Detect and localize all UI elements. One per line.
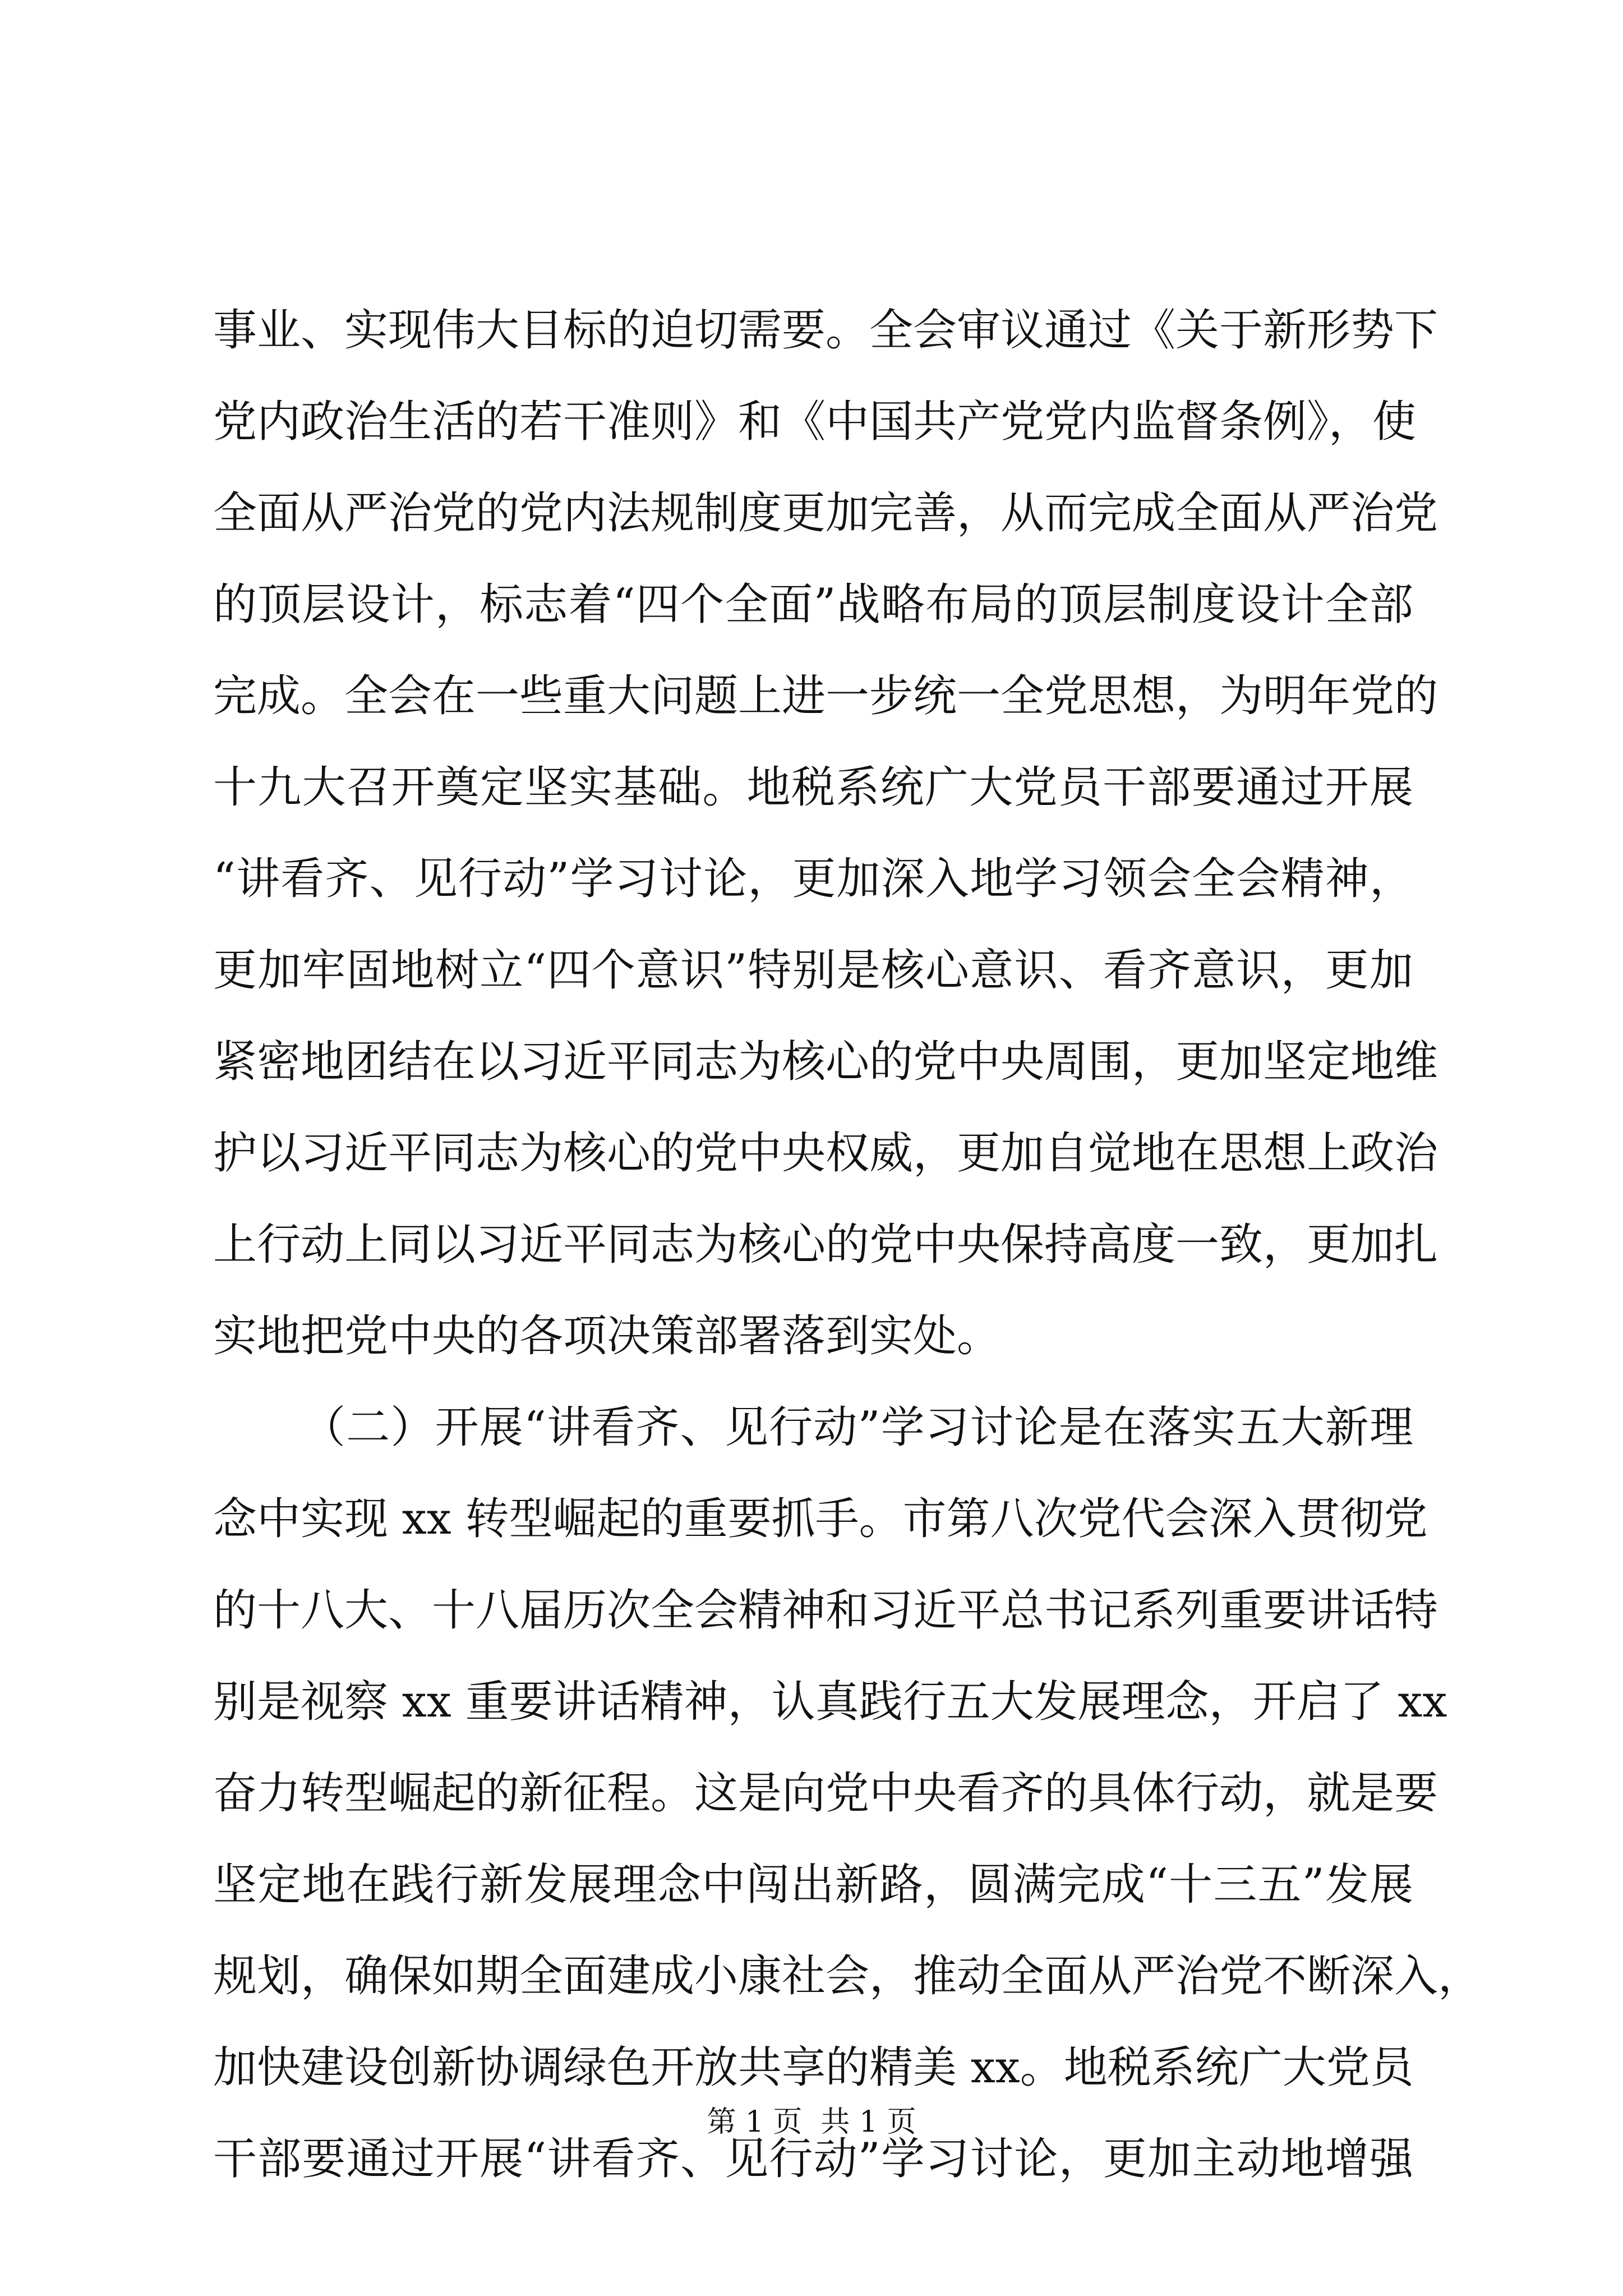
text-line: 奋力转型崛起的新征程。这是向党中央看齐的具体行动，就是要 (213, 1768, 1438, 1819)
text-line: 的顶层设计，标志着“四个全面”战略布局的顶层制度设计全部 (213, 579, 1413, 630)
text-line: 事业、实现伟大目标的迫切需要。全会审议通过《关于新形势下 (213, 305, 1438, 356)
text-line: 上行动上同以习近平同志为核心的党中央保持高度一致，更加扎 (213, 1220, 1438, 1270)
text-line: “讲看齐、见行动”学习讨论，更加深入地学习领会全会精神， (213, 854, 1413, 904)
text-line: 干部要通过开展“讲看齐、见行动”学习讨论，更加主动地增强 (213, 2134, 1413, 2184)
text-line: 坚定地在践行新发展理念中闯出新路，圆满完成“十三五”发展 (213, 1860, 1413, 1910)
text-line: 全面从严治党的党内法规制度更加完善，从而完成全面从严治党 (213, 488, 1438, 539)
text-line: 更加牢固地树立“四个意识”特别是核心意识、看齐意识，更加 (213, 945, 1413, 996)
page-footer (0, 2102, 1623, 2142)
text-line: 规划，确保如期全面建成小康社会，推动全面从严治党不断深入， (213, 1951, 1482, 2001)
text-line: 加快建设创新协调绿色开放共享的精美 xx。地税系统广大党员 (213, 2042, 1414, 2093)
text-line: 别是视察 xx 重要讲话精神，认真践行五大发展理念，开启了 xx (213, 1677, 1447, 1727)
text-line: 完成。全会在一些重大问题上进一步统一全党思想，为明年党的 (213, 671, 1438, 721)
text-line: 念中实现 xx 转型崛起的重要抓手。市第八次党代会深入贯彻党 (213, 1494, 1428, 1544)
text-line: （二）开展“讲看齐、见行动”学习讨论是在落实五大新理 (302, 1402, 1413, 1453)
text-line: 实地把党中央的各项决策部署落到实处。 (213, 1311, 1001, 1361)
text-line: 党内政治生活的若干准则》和《中国共产党党内监督条例》，使 (213, 397, 1417, 447)
text-line: 十九大召开奠定坚实基础。地税系统广大党员干部要通过开展 (213, 762, 1413, 813)
text-line: 护以习近平同志为核心的党中央权威，更加自觉地在思想上政治 (213, 1128, 1438, 1179)
page-number: 第 1 页 共 1 页 (707, 2105, 916, 2139)
text-line: 的十八大、十八届历次全会精神和习近平总书记系列重要讲话特 (213, 1585, 1438, 1636)
text-line: 紧密地团结在以习近平同志为核心的党中央周围，更加坚定地维 (213, 1037, 1438, 1087)
body-text (213, 285, 1482, 2205)
